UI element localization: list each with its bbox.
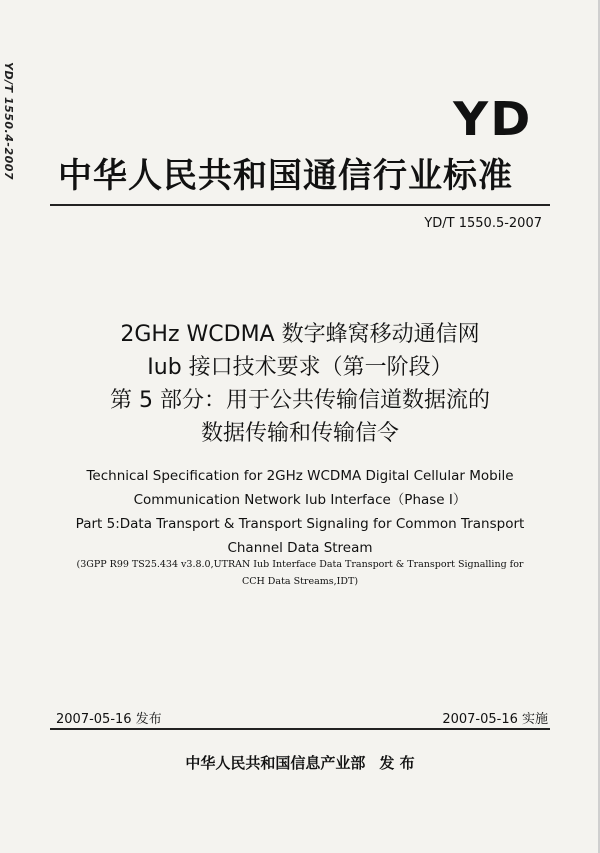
chinese-title-line-1: 2GHz WCDMA 数字蜂窝移动通信网 bbox=[120, 322, 480, 347]
standard-code: YD/T 1550.5-2007 bbox=[424, 216, 542, 231]
implementation-date: 2007-05-16 实施 bbox=[442, 712, 548, 727]
standard-title: 中华人民共和国通信行业标准 bbox=[58, 156, 513, 196]
english-title-line-4: Channel Data Stream bbox=[227, 540, 373, 556]
chinese-title-line-4: 数据传输和传输信令 bbox=[200, 421, 399, 446]
publisher-name: 中华人民共和国信息产业部 bbox=[185, 754, 366, 772]
equivalence-line-1: (3GPP R99 TS25.434 v3.8.0,UTRAN Iub Interface Data Transport & Transport Signalling for bbox=[76, 559, 524, 570]
bottom-divider bbox=[50, 728, 550, 730]
english-title-line-2: Communication Network Iub Interface（Phase Ⅰ） bbox=[133, 492, 467, 508]
english-title bbox=[0, 464, 600, 560]
english-title-line-3: Part 5:Data Transport & Transport Signaling for Common Transport bbox=[75, 516, 525, 532]
equivalence-line-2: CCH Data Streams,IDT) bbox=[241, 576, 359, 587]
publisher-suffix: 发 布 bbox=[379, 754, 415, 772]
publisher bbox=[0, 752, 600, 773]
spine-code: YD/T 1550.4-2007 bbox=[2, 62, 15, 181]
issue-date: 2007-05-16 发布 bbox=[56, 712, 162, 727]
top-divider bbox=[50, 204, 550, 206]
chinese-title-line-2: Iub 接口技术要求（第一阶段） bbox=[147, 355, 453, 380]
yd-logo: YD bbox=[452, 92, 532, 146]
english-title-line-1: Technical Specification for 2GHz WCDMA Digital Cellular Mobile bbox=[86, 468, 514, 484]
equivalence-note bbox=[0, 556, 600, 590]
chinese-title bbox=[0, 318, 600, 450]
chinese-title-line-3: 第 5 部分：用于公共传输信道数据流的 bbox=[110, 388, 490, 413]
